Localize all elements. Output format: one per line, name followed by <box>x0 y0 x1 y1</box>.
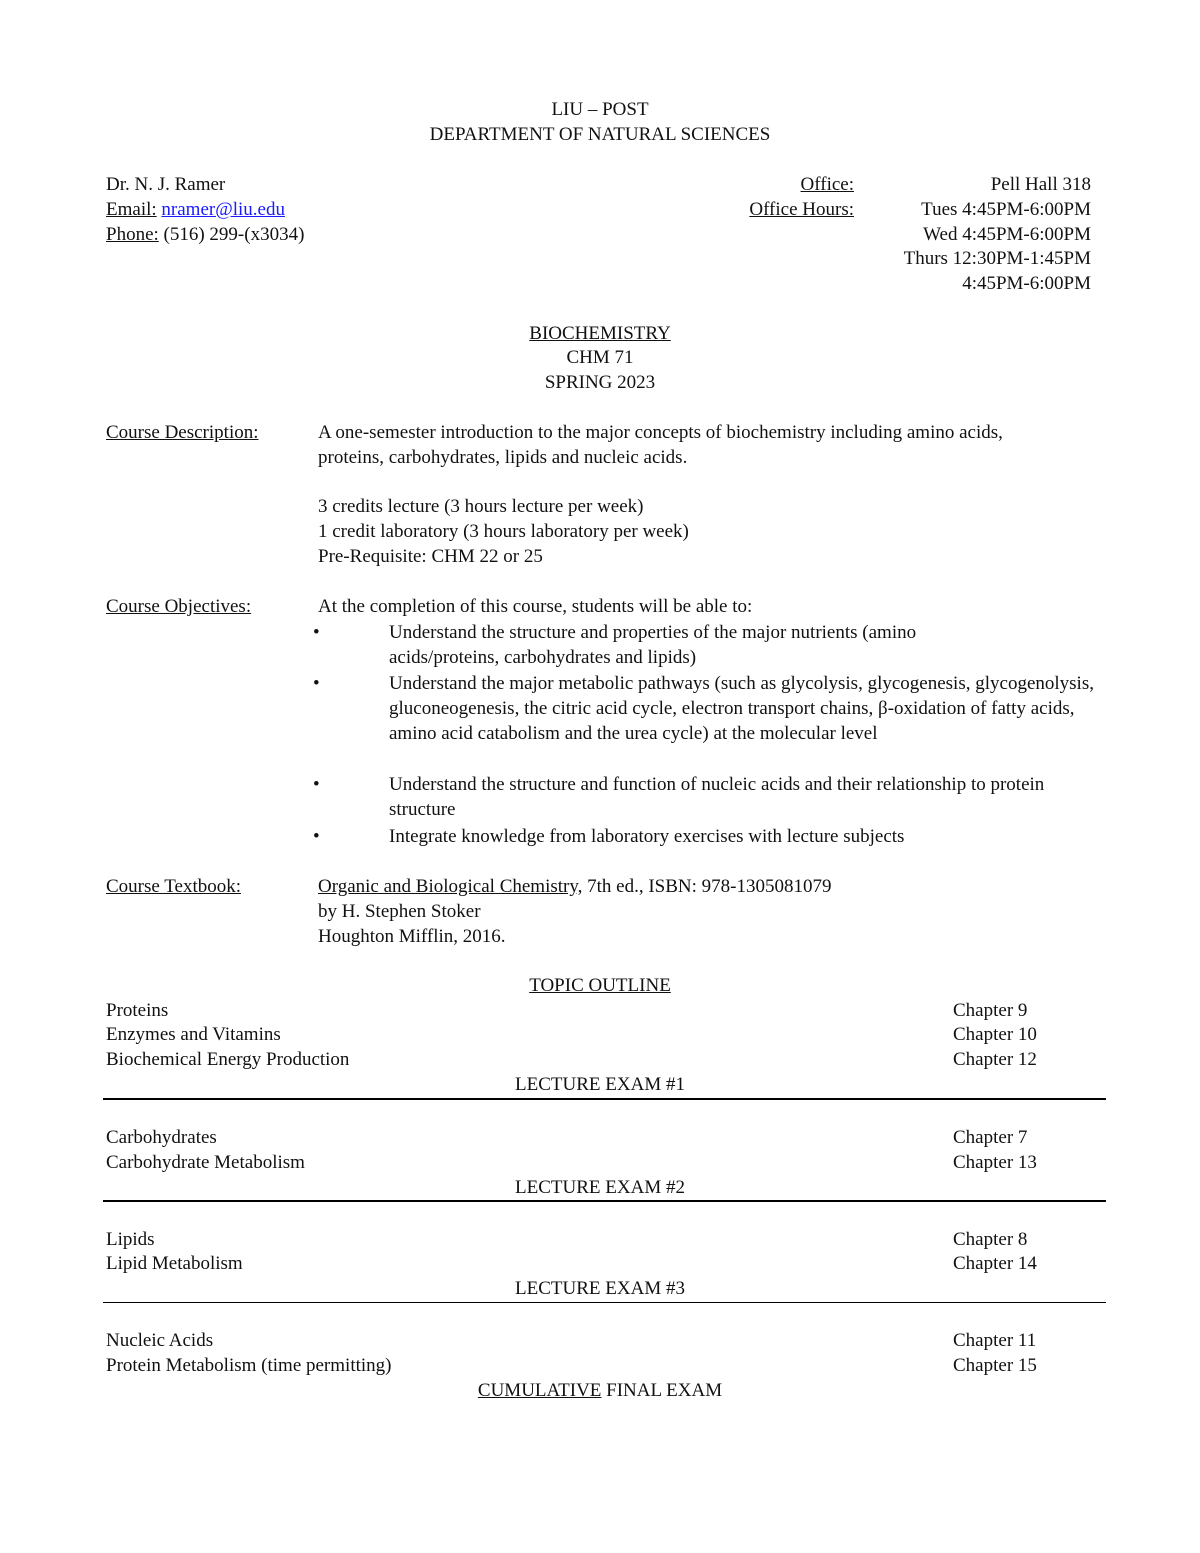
course-code: CHM 71 <box>566 347 634 368</box>
phone-number: (516) 299-(x3034) <box>163 224 305 245</box>
final-exam-rest: FINAL EXAM <box>601 1380 723 1401</box>
textbook-title: Organic and Biological Chemistry, <box>318 876 583 897</box>
topic-name: Lipids <box>106 1229 155 1250</box>
exam-label: LECTURE EXAM #3 <box>515 1278 685 1299</box>
objective-item: Integrate knowledge from laboratory exercises with lecture subjects <box>389 826 905 847</box>
final-exam-label <box>0 1378 1200 1403</box>
email-label: Email: <box>106 199 157 220</box>
final-exam-underlined: CUMULATIVE <box>477 1380 602 1401</box>
exam-label: LECTURE EXAM #2 <box>515 1177 685 1198</box>
topic-name: Carbohydrate Metabolism <box>106 1152 305 1173</box>
topic-name: Nucleic Acids <box>106 1330 214 1351</box>
topic-name: Lipid Metabolism <box>106 1253 243 1274</box>
textbook-edition: 7th ed., ISBN: 978-1305081079 <box>582 876 832 897</box>
textbook-author: by H. Stephen Stoker <box>318 901 481 922</box>
topic-name: Carbohydrates <box>106 1127 217 1148</box>
office-hours-thurs: Thurs 12:30PM-1:45PM <box>903 248 1091 269</box>
prerequisite: Pre-Requisite: CHM 22 or 25 <box>318 546 543 567</box>
section-divider <box>103 1098 1106 1100</box>
office-hours-wed: Wed 4:45PM-6:00PM <box>923 224 1091 245</box>
email-line <box>106 197 285 222</box>
email-link[interactable]: nramer@liu.edu <box>161 199 285 220</box>
description-label: Course Description: <box>106 422 259 443</box>
objectives-intro: At the completion of this course, students will be able to: <box>318 596 753 617</box>
topic-name: Protein Metabolism (time permitting) <box>106 1355 392 1376</box>
topic-chapter: Chapter 7 <box>953 1127 1028 1148</box>
credits-lecture: 3 credits lecture (3 hours lecture per week) <box>318 496 644 517</box>
objective-item: Understand the structure and function of nucleic acids and their relationship to protein structure <box>389 774 1045 820</box>
phone-label: Phone: <box>106 224 159 245</box>
textbook-label: Course Textbook: <box>106 876 242 897</box>
topic-name: Enzymes and Vitamins <box>106 1024 281 1045</box>
objective-item: Understand the major metabolic pathways (such as glycolysis, glycogenesis, glycogenolysis, gluconeogenesis, the citric acid cycle, electron transport chains, β-oxidation of fatty acids, amino acid catabolism and the urea cycle) at the molecular level <box>389 673 1094 744</box>
topic-chapter: Chapter 14 <box>953 1253 1037 1274</box>
office-location: Pell Hall 318 <box>990 174 1091 195</box>
instructor-name: Dr. N. J. Ramer <box>106 174 226 195</box>
textbook-publisher: Houghton Mifflin, 2016. <box>318 926 506 947</box>
office-label: Office: <box>800 174 854 195</box>
topic-chapter: Chapter 11 <box>953 1330 1037 1351</box>
topic-chapter: Chapter 8 <box>953 1229 1028 1250</box>
topic-chapter: Chapter 13 <box>953 1152 1037 1173</box>
office-hours-label: Office Hours: <box>749 199 854 220</box>
bullet-icon: • <box>313 673 320 694</box>
bullet-icon: • <box>313 826 320 847</box>
office-hours-tues: Tues 4:45PM-6:00PM <box>921 199 1091 220</box>
section-divider <box>103 1200 1106 1202</box>
course-term: SPRING 2023 <box>544 372 656 393</box>
topic-name: Biochemical Energy Production <box>106 1049 350 1070</box>
institution-name: LIU – POST <box>551 99 649 120</box>
bullet-icon: • <box>313 774 320 795</box>
office-hours-thurs-2: 4:45PM-6:00PM <box>962 273 1091 294</box>
objectives-label: Course Objectives: <box>106 596 252 617</box>
course-title: BIOCHEMISTRY <box>529 323 671 344</box>
description-line-1: A one-semester introduction to the major concepts of biochemistry including amino acids, <box>318 422 1003 443</box>
bullet-icon: • <box>313 622 320 643</box>
topic-chapter: Chapter 15 <box>953 1355 1037 1376</box>
topic-name: Proteins <box>106 1000 169 1021</box>
topic-chapter: Chapter 9 <box>953 1000 1028 1021</box>
phone-line <box>106 222 304 247</box>
description-line-2: proteins, carbohydrates, lipids and nucleic acids. <box>318 447 688 468</box>
department-name: DEPARTMENT OF NATURAL SCIENCES <box>429 124 771 145</box>
topic-chapter: Chapter 12 <box>953 1049 1037 1070</box>
exam-label: LECTURE EXAM #1 <box>515 1074 685 1095</box>
topic-outline-heading: TOPIC OUTLINE <box>529 975 671 996</box>
section-divider <box>103 1302 1106 1303</box>
topic-chapter: Chapter 10 <box>953 1024 1037 1045</box>
textbook-line <box>318 874 831 899</box>
objective-item: Understand the structure and properties of the major nutrients (amino acids/proteins, carbohydrates and lipids) <box>389 622 917 668</box>
credits-lab: 1 credit laboratory (3 hours laboratory per week) <box>318 521 689 542</box>
